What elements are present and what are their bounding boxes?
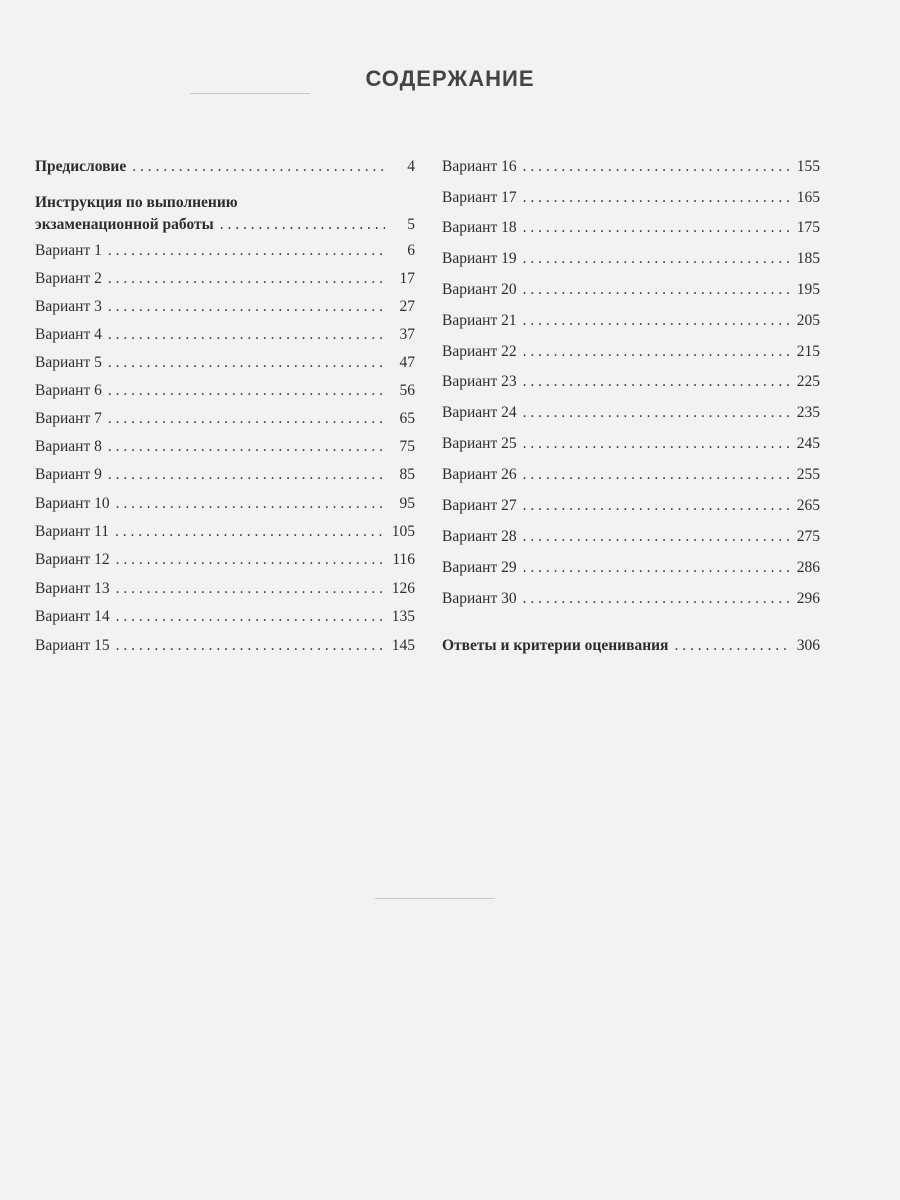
toc-entry[interactable]: [35, 325, 415, 345]
decorative-rule: [375, 898, 495, 899]
leader-dots: [108, 465, 385, 485]
toc-entry[interactable]: [442, 249, 820, 269]
toc-entry-page: 275: [796, 528, 820, 545]
leader-dots: [523, 188, 790, 208]
toc-entry[interactable]: [442, 342, 820, 362]
toc-entry-label-continued: экзаменационной работы: [35, 216, 214, 233]
toc-entry-label: Вариант 14: [35, 608, 110, 625]
leader-dots: [116, 636, 385, 656]
toc-entry[interactable]: [35, 409, 415, 429]
toc-entry-page: 145: [391, 637, 415, 654]
leader-dots: [523, 218, 790, 238]
leader-dots: [523, 280, 790, 300]
toc-entry[interactable]: [35, 636, 415, 656]
toc-entry-page: 286: [796, 559, 820, 576]
toc-entry-label: Вариант 11: [35, 523, 110, 540]
toc-entry[interactable]: [442, 496, 820, 516]
toc-entry[interactable]: [442, 218, 820, 238]
toc-entry-page: 165: [796, 189, 820, 206]
toc-entry-label: Вариант 27: [442, 497, 517, 514]
toc-entry-label: Вариант 19: [442, 250, 517, 267]
leader-dots: [523, 372, 790, 392]
toc-entry-label: Вариант 16: [442, 158, 517, 175]
toc-entry[interactable]: [35, 607, 415, 627]
toc-entry-page: 56: [399, 382, 415, 399]
leader-dots: [523, 465, 790, 485]
leader-dots: [108, 241, 385, 261]
toc-entry[interactable]: [442, 280, 820, 300]
leader-dots: [116, 579, 385, 599]
leader-dots: [523, 496, 790, 516]
leader-dots: [523, 558, 790, 578]
toc-entry-page: 195: [796, 281, 820, 298]
toc-entry-label: Вариант 18: [442, 219, 517, 236]
leader-dots: [220, 214, 385, 236]
toc-entry-label: Вариант 15: [35, 637, 110, 654]
toc-entry[interactable]: [35, 437, 415, 457]
toc-entry-label: Вариант 9: [35, 466, 102, 483]
toc-entry-page: 245: [796, 435, 820, 452]
toc-entry-label: Вариант 4: [35, 326, 102, 343]
toc-entry-page: 75: [399, 438, 415, 455]
toc-entry-label: Вариант 8: [35, 438, 102, 455]
toc-entry[interactable]: [35, 550, 415, 570]
leader-dots: [523, 434, 790, 454]
toc-entry[interactable]: [442, 188, 820, 208]
leader-dots: [108, 409, 385, 429]
toc-entry-page: 225: [796, 373, 820, 390]
toc-entry-label: Вариант 21: [442, 312, 517, 329]
toc-entry[interactable]: [442, 636, 820, 656]
leader-dots: [523, 311, 790, 331]
leader-dots: [523, 342, 790, 362]
toc-entry-page: 17: [399, 270, 415, 287]
leader-dots: [108, 437, 385, 457]
leader-dots: [523, 527, 790, 547]
toc-entry[interactable]: [442, 589, 820, 609]
decorative-rule: [190, 93, 310, 94]
toc-entry-page: 175: [796, 219, 820, 236]
toc-entry[interactable]: [442, 157, 820, 177]
toc-entry-page: 296: [796, 590, 820, 607]
toc-entry-page: 27: [399, 298, 415, 315]
toc-entry-page: 6: [407, 242, 415, 259]
toc-entry[interactable]: [35, 297, 415, 317]
toc-entry[interactable]: [442, 311, 820, 331]
toc-entry-label: Вариант 2: [35, 270, 102, 287]
toc-entry-page: 65: [399, 410, 415, 427]
toc-entry[interactable]: [35, 381, 415, 401]
toc-entry-page: 205: [796, 312, 820, 329]
leader-dots: [116, 550, 385, 570]
leader-dots: [108, 325, 385, 345]
toc-entry-label: Вариант 25: [442, 435, 517, 452]
toc-entry-page: 126: [391, 580, 415, 597]
toc-entry-label: Инструкция по выполнению: [35, 194, 238, 211]
leader-dots: [523, 157, 790, 177]
toc-entry-page: 105: [391, 523, 415, 540]
toc-entry-label: Вариант 24: [442, 404, 517, 421]
toc-entry-label: Вариант 28: [442, 528, 517, 545]
toc-entry-page: 235: [796, 404, 820, 421]
toc-entry-page: 47: [399, 354, 415, 371]
toc-entry[interactable]: [35, 192, 415, 236]
leader-dots: [132, 157, 385, 177]
toc-entry-label: Ответы и критерии оценивания: [442, 637, 669, 654]
toc-entry-label: Вариант 3: [35, 298, 102, 315]
toc-entry-label: Предисловие: [35, 158, 127, 175]
toc-entry[interactable]: [35, 494, 415, 514]
toc-entry[interactable]: [442, 465, 820, 485]
page-title: СОДЕРЖАНИЕ: [365, 66, 535, 91]
toc-entry-label: Вариант 22: [442, 343, 517, 360]
toc-entry[interactable]: [442, 558, 820, 578]
leader-dots: [674, 636, 790, 656]
toc-entry-page: 265: [796, 497, 820, 514]
leader-dots: [523, 403, 790, 423]
toc-entry-label: Вариант 1: [35, 242, 102, 259]
leader-dots: [116, 494, 385, 514]
toc-entry[interactable]: [442, 527, 820, 547]
leader-dots: [523, 589, 790, 609]
toc-entry-label: Вариант 20: [442, 281, 517, 298]
toc-entry-page: 135: [391, 608, 415, 625]
toc-entry-label: Вариант 23: [442, 373, 517, 390]
toc-entry[interactable]: [35, 353, 415, 373]
toc-entry-label: Вариант 13: [35, 580, 110, 597]
toc-entry-page: 5: [407, 216, 415, 233]
toc-entry-page: 306: [796, 637, 820, 654]
leader-dots: [108, 381, 385, 401]
leader-dots: [116, 607, 385, 627]
toc-entry-page: 116: [392, 551, 415, 568]
toc-entry[interactable]: [442, 372, 820, 392]
toc-entry-label: Вариант 12: [35, 551, 110, 568]
leader-dots: [115, 522, 385, 542]
toc-entry[interactable]: [35, 241, 415, 261]
toc-entry[interactable]: [35, 465, 415, 485]
toc-entry-page: 4: [407, 158, 415, 175]
toc-entry-page: 255: [796, 466, 820, 483]
leader-dots: [108, 353, 385, 373]
toc-entry-label: Вариант 17: [442, 189, 517, 206]
toc-entry[interactable]: [35, 269, 415, 289]
toc-entry-label: Вариант 7: [35, 410, 102, 427]
toc-entry-page: 37: [399, 326, 415, 343]
toc-entry-page: 185: [796, 250, 820, 267]
leader-dots: [108, 297, 385, 317]
toc-entry-label: Вариант 26: [442, 466, 517, 483]
toc-entry-page: 85: [399, 466, 415, 483]
toc-entry[interactable]: [442, 403, 820, 423]
toc-entry-label: Вариант 29: [442, 559, 517, 576]
toc-entry-page: 95: [399, 495, 415, 512]
toc-entry-label: Вариант 6: [35, 382, 102, 399]
toc-entry-label: Вариант 10: [35, 495, 110, 512]
toc-entry[interactable]: [35, 522, 415, 542]
toc-entry-label: Вариант 30: [442, 590, 517, 607]
leader-dots: [523, 249, 790, 269]
toc-entry-page: 215: [796, 343, 820, 360]
toc-entry[interactable]: [442, 434, 820, 454]
toc-entry-page: 155: [796, 158, 820, 175]
toc-entry-label: Вариант 5: [35, 354, 102, 371]
toc-entry[interactable]: [35, 157, 415, 177]
toc-entry[interactable]: [35, 579, 415, 599]
leader-dots: [108, 269, 385, 289]
